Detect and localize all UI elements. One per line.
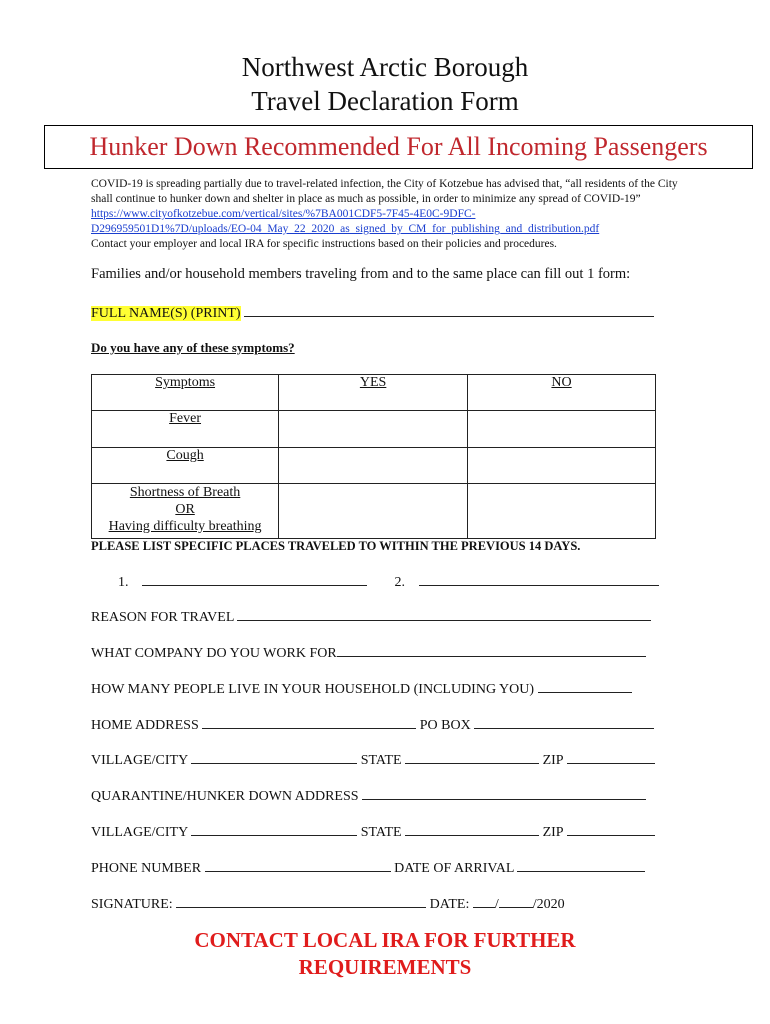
state-field-2[interactable]: [405, 822, 539, 836]
footer-line1: CONTACT LOCAL IRA FOR FURTHER: [194, 928, 576, 952]
quarantine-address-label: QUARANTINE/HUNKER DOWN ADDRESS: [91, 789, 359, 804]
state-field[interactable]: [405, 750, 539, 764]
date-label: DATE:: [429, 897, 470, 912]
household-label: HOW MANY PEOPLE LIVE IN YOUR HOUSEHOLD (INCLUDING YOU): [91, 682, 535, 697]
phone-label: PHONE NUMBER: [91, 861, 202, 876]
symptoms-table: [91, 374, 656, 539]
date-month-field[interactable]: [473, 894, 495, 908]
executive-order-link[interactable]: https://www.cityofkotzebue.com/vertical/sites/%7BA001CDF5-7F45-4E0C-9DFC- D296959501D1%7D/uploads/EO-04_May_22_2020_as_signed_by_CM_for_publishing_and_distribution.pdf: [91, 208, 600, 235]
symptom-or: OR: [175, 502, 195, 517]
household-row: [91, 679, 632, 698]
reason-label: REASON FOR TRAVEL: [91, 610, 234, 625]
village-city-label: VILLAGE/CITY: [91, 825, 188, 840]
full-name-label: FULL NAME(S) (PRINT): [91, 306, 241, 321]
fever-yes-cell[interactable]: [279, 411, 468, 448]
place-2-field[interactable]: [419, 572, 659, 586]
yes-header: YES: [359, 375, 387, 390]
zip-label: ZIP: [542, 825, 564, 840]
date-day-field[interactable]: [499, 894, 533, 908]
home-address-label: HOME ADDRESS: [91, 718, 199, 733]
village-row-1: [91, 750, 655, 769]
signature-field[interactable]: [176, 894, 426, 908]
po-box-field[interactable]: [474, 715, 654, 729]
intro-text: COVID-19 is spreading partially due to travel-related infection, the City of Kotzebue has advised that, “all residents of the City shall continue to hunker down and shelter in place as much as possible, in order to minimize any spread of COVID-19”: [91, 178, 678, 205]
place-1-number: 1.: [118, 575, 129, 590]
arrival-field[interactable]: [517, 858, 645, 872]
full-name-row: [91, 303, 654, 322]
village-row-2: [91, 822, 655, 841]
full-name-field[interactable]: [244, 303, 654, 317]
no-header: NO: [551, 375, 572, 390]
phone-field[interactable]: [205, 858, 391, 872]
phone-row: [91, 858, 645, 877]
date-separator: /: [494, 897, 499, 912]
footer-line2: REQUIREMENTS: [298, 955, 472, 979]
breath-no-cell[interactable]: [468, 484, 656, 539]
table-row: [92, 411, 656, 448]
village-city-field[interactable]: [191, 750, 357, 764]
signature-label: SIGNATURE:: [91, 897, 173, 912]
zip-label: ZIP: [542, 753, 564, 768]
po-box-label: PO BOX: [419, 718, 471, 733]
reason-row: [91, 607, 651, 626]
date-year: /2020: [532, 897, 565, 912]
place-2-number: 2.: [394, 575, 405, 590]
symptoms-question: Do you have any of these symptoms?: [91, 340, 295, 355]
intro-paragraph: [91, 177, 691, 252]
table-row: [92, 448, 656, 484]
symptom-shortness-of-breath: Shortness of Breath: [129, 485, 241, 500]
company-field[interactable]: [337, 643, 646, 657]
quarantine-address-field[interactable]: [362, 786, 646, 800]
zip-field[interactable]: [567, 750, 655, 764]
zip-field-2[interactable]: [567, 822, 655, 836]
intro-contact-text: Contact your employer and local IRA for specific instructions based on their policies and procedures.: [91, 238, 557, 250]
fever-no-cell[interactable]: [468, 411, 656, 448]
symptom-fever: Fever: [169, 411, 202, 426]
symptom-cough: Cough: [166, 448, 204, 463]
form-title-line2: Travel Declaration Form: [251, 86, 519, 116]
hunker-down-banner: Hunker Down Recommended For All Incoming Passengers: [44, 125, 753, 169]
home-address-field[interactable]: [202, 715, 416, 729]
symptoms-header: Symptoms: [155, 375, 216, 390]
table-header-row: [92, 375, 656, 411]
form-title-line1: Northwest Arctic Borough: [241, 52, 529, 82]
places-heading: PLEASE LIST SPECIFIC PLACES TRAVELED TO WITHIN THE PREVIOUS 14 DAYS.: [91, 539, 581, 553]
home-address-row: [91, 715, 654, 734]
symptom-difficulty-breathing: Having difficulty breathing: [108, 519, 262, 534]
company-row: [91, 643, 646, 662]
families-note: Families and/or household members traveling from and to the same place can fill out 1 form:: [91, 266, 631, 282]
company-label: WHAT COMPANY DO YOU WORK FOR: [91, 646, 337, 661]
state-label: STATE: [360, 825, 402, 840]
place-1-field[interactable]: [142, 572, 367, 586]
breath-yes-cell[interactable]: [279, 484, 468, 539]
cough-yes-cell[interactable]: [279, 448, 468, 484]
reason-field[interactable]: [237, 607, 651, 621]
village-city-label: VILLAGE/CITY: [91, 753, 188, 768]
household-field[interactable]: [538, 679, 632, 693]
table-row: [92, 484, 656, 539]
quarantine-row: [91, 786, 646, 805]
places-row: [118, 572, 659, 591]
cough-no-cell[interactable]: [468, 448, 656, 484]
village-city-field-2[interactable]: [191, 822, 357, 836]
signature-row: [91, 894, 565, 913]
arrival-label: DATE OF ARRIVAL: [394, 861, 514, 876]
state-label: STATE: [360, 753, 402, 768]
